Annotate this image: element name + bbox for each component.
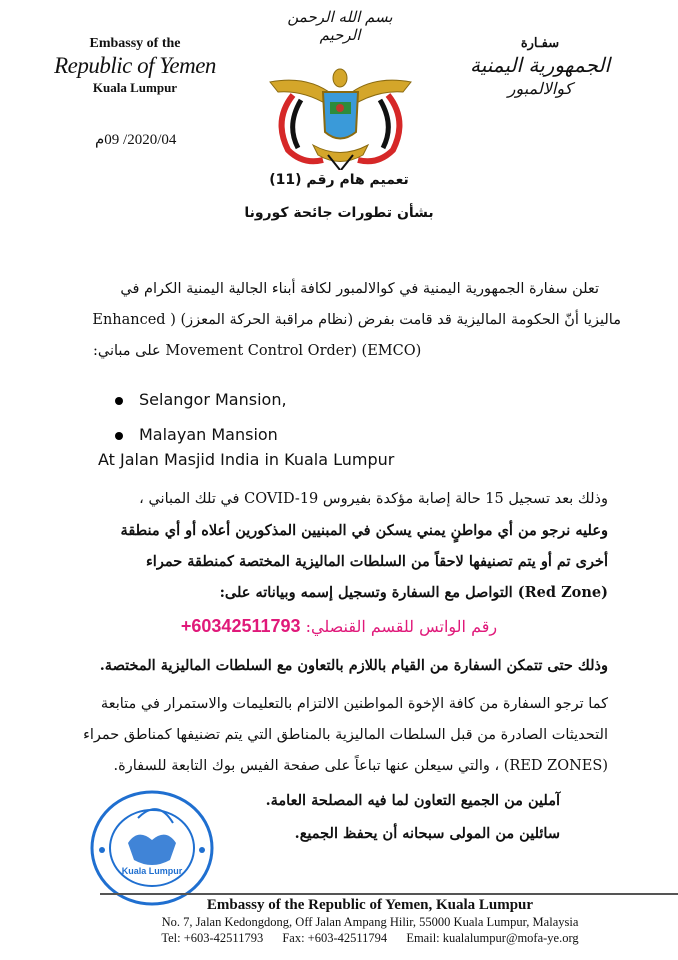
bullet-icon — [115, 432, 123, 440]
list-item — [115, 417, 287, 452]
letterhead-ar-line3: كوالالمبور — [507, 79, 573, 98]
embassy-stamp-icon — [88, 788, 216, 908]
letterhead-en-line3: Kuala Lumpur — [92, 80, 178, 95]
paragraph-cooperation — [94, 650, 608, 681]
footer-fax: Fax: +603-42511794 — [282, 931, 388, 945]
circular-title: تعميم هام رقم (11) — [269, 172, 409, 188]
list-item-label: Selangor Mansion, — [139, 390, 287, 409]
para1-line: ماليزيا أنّ الحكومة الماليزية قد قامت بفرض (نظام مراقبة الحركة المعزز) ( Enhanced — [92, 312, 621, 328]
circular-subject: بشأن تطورات جائحة كورونا — [244, 205, 434, 221]
paragraph-followup — [83, 689, 608, 782]
letterhead-ar-line2: الجمهورية اليمنية — [469, 53, 611, 77]
letterhead-en-line2: Republic of Yemen — [54, 53, 216, 78]
basmala: بسم الله الرحمن الرحيم — [287, 8, 393, 44]
para2-line: أخرى تم أو يتم تصنيفها لاحقاً من السلطات الماليزية المختصة كمنطقة حمراء — [145, 553, 608, 570]
document-date: 2020/04/ 09م — [95, 132, 177, 148]
footer — [110, 896, 630, 946]
closing — [240, 784, 560, 850]
svg-text:Kuala Lumpur: Kuala Lumpur — [121, 866, 183, 876]
whatsapp-contact — [0, 616, 678, 637]
paragraph-instructions — [94, 484, 608, 608]
location-line: At Jalan Masjid India in Kuala Lumpur — [98, 450, 395, 469]
para4-line: (RED ZONES) ، والتي سيعلن عنها تباعاً على صفحة الفيس بوك التابعة للسفارة. — [113, 758, 608, 774]
letterhead-arabic — [460, 36, 620, 98]
para2-line: وذلك بعد تسجيل 15 حالة إصابة مؤكدة بفيروس COVID-19 في تلك المباني ، — [139, 491, 608, 507]
letterhead-ar-line1: سفـارة — [520, 36, 560, 51]
para2-line: (Red Zone) التواصل مع السفارة وتسجيل إسمه وبياناته على: — [219, 584, 608, 601]
closing-line: آملين من الجميع التعاون لما فيه المصلحة العامة. — [265, 792, 560, 809]
letterhead-en-line1: Embassy of the — [89, 36, 181, 51]
whatsapp-number: +60342511793 — [180, 616, 301, 636]
footer-divider — [100, 893, 678, 895]
para1-line: Movement Control Order) (EMCO) على مباني: — [93, 343, 422, 359]
closing-line: سائلين من المولى سبحانه أن يحفظ الجميع. — [294, 825, 560, 842]
para2-line: وعليه نرجو من أي مواطنٍ يمني يسكن في المبنيين المذكورين أعلاه أو أي منطقة — [120, 522, 608, 539]
footer-tel: Tel: +603-42511793 — [161, 931, 264, 945]
footer-contacts — [110, 930, 630, 946]
para1-line: تعلن سفارة الجمهورية اليمنية في كوالالمبور لكافة أبناء الجالية اليمنية الكرام في — [120, 281, 599, 297]
para3-line: وذلك حتى تتمكن السفارة من القيام باللازم بالتعاون مع السلطات الماليزية المختصة. — [99, 657, 608, 674]
footer-address: No. 7, Jalan Kedongdong, Off Jalan Ampang Hilir, 55000 Kuala Lumpur, Malaysia — [161, 915, 579, 929]
para4-line: التحديثات الصادرة من قبل السلطات الماليزية بالمناطق التي يتم تضنيفها كمناطق حمراء — [83, 727, 608, 743]
list-item — [115, 382, 287, 417]
letterhead-english — [40, 36, 230, 96]
bullet-icon — [115, 397, 123, 405]
paragraph-announcement — [93, 274, 621, 367]
yemen-emblem-icon — [268, 60, 413, 170]
whatsapp-label: رقم الواتس للقسم القنصلي: — [300, 617, 498, 636]
list-item-label: Malayan Mansion — [139, 425, 278, 444]
building-list — [115, 382, 287, 452]
para4-line: كما ترجو السفارة من كافة الإخوة المواطنين الالتزام بالتعليمات والاستمرار في متابعة — [100, 696, 608, 712]
footer-email: Email: kualalumpur@mofa-ye.org — [406, 931, 579, 945]
footer-embassy-name: Embassy of the Republic of Yemen, Kuala Lumpur — [206, 897, 534, 913]
